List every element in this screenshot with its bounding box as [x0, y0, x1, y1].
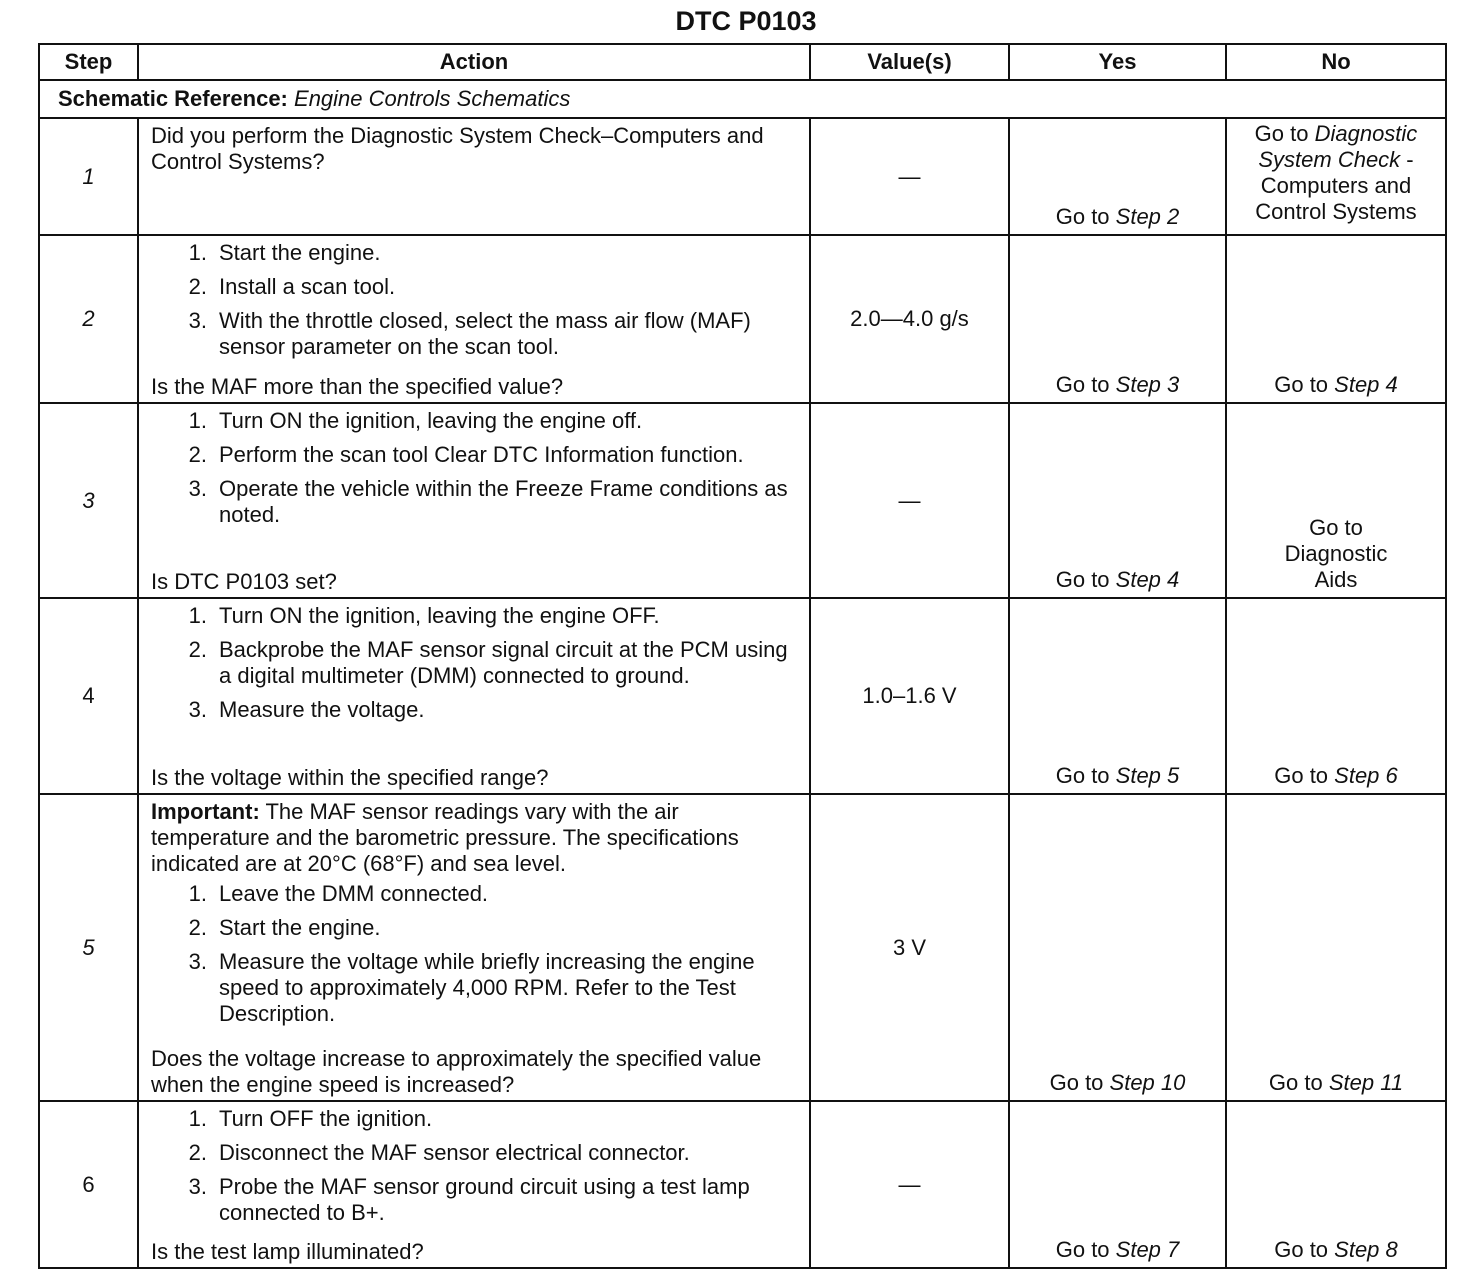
- action-cell: [138, 403, 810, 598]
- goto-step: Step 4: [1115, 567, 1180, 592]
- header-action: Action: [138, 44, 810, 80]
- action-content: [151, 599, 797, 793]
- action-step: [151, 442, 797, 468]
- important-label: Important:: [151, 799, 260, 824]
- step-text: Perform the scan tool Clear DTC Information function.: [219, 442, 744, 467]
- goto-label: Go to: [1049, 1070, 1110, 1095]
- step-text: Measure the voltage while briefly increasing the engine speed to approximately 4,000 RPM. Refer to the Test Description.: [219, 949, 755, 1026]
- goto-label: Go to: [1268, 1070, 1329, 1095]
- step-text: Start the engine.: [219, 240, 381, 265]
- value-cell: 1.0–1.6 V: [810, 598, 1009, 794]
- step-index: 2.: [188, 1140, 207, 1165]
- yes-cell: [1009, 403, 1226, 598]
- important-note: Important: The MAF sensor readings vary with the air temperature and the barometric pressure. The specifications indicated are at 20°C (68°F) and sea level.: [151, 799, 739, 876]
- no-text: Go to Diagnostic Aids: [1284, 515, 1388, 592]
- goto-text: [1056, 763, 1180, 788]
- step-index: 1.: [188, 408, 207, 433]
- goto-text: [1056, 1237, 1180, 1262]
- action-content: [151, 236, 797, 402]
- action-cell: [138, 794, 810, 1101]
- goto-text: [1274, 1237, 1398, 1262]
- action-question: Is the MAF more than the specified value?: [151, 374, 564, 399]
- goto-text: [1274, 372, 1398, 397]
- goto-text: [1056, 372, 1180, 397]
- goto-step: Step 6: [1334, 763, 1398, 788]
- action-question: Is DTC P0103 set?: [151, 569, 337, 594]
- schematic-reference-row: [39, 80, 1446, 118]
- action-cell: [138, 235, 810, 403]
- goto-label: Go to: [1274, 1237, 1335, 1262]
- table-row: [39, 794, 1446, 1101]
- yes-cell: [1009, 235, 1226, 403]
- step-index: 3.: [188, 697, 207, 722]
- value-cell: 3 V: [810, 794, 1009, 1101]
- step-text: Turn OFF the ignition.: [219, 1106, 433, 1131]
- yes-cell: [1009, 118, 1226, 235]
- action-steps: [151, 599, 797, 723]
- goto-label: Go to: [1055, 763, 1116, 788]
- step-text: Operate the vehicle within the Freeze Frame conditions as noted.: [219, 476, 788, 527]
- goto-step: Step 8: [1334, 1237, 1398, 1262]
- goto-label: Go to: [1055, 1237, 1116, 1262]
- action-step: [151, 308, 797, 360]
- action-step: [151, 240, 797, 266]
- step-index: 3.: [188, 476, 207, 501]
- goto-label: Go to: [1055, 204, 1116, 229]
- action-step: [151, 697, 797, 723]
- value-cell: —: [810, 403, 1009, 598]
- no-cell: [1226, 1101, 1446, 1268]
- action-cell: [138, 1101, 810, 1268]
- action-step: [151, 637, 797, 689]
- goto-step: Step 7: [1115, 1237, 1180, 1262]
- action-steps: [151, 236, 797, 360]
- action-step: [151, 603, 797, 629]
- action-step: [151, 1174, 797, 1226]
- step-text: Backprobe the MAF sensor signal circuit at the PCM using a digital multimeter (DMM) connected to ground.: [219, 637, 788, 688]
- goto-text: [1056, 567, 1180, 592]
- goto-step: Step 11: [1328, 1070, 1404, 1095]
- action-steps: [151, 1102, 797, 1226]
- action-question: Does the voltage increase to approximately the specified value when the engine speed is increased?: [151, 1046, 762, 1097]
- step-index: 2.: [188, 915, 207, 940]
- page-title: DTC P0103: [675, 6, 817, 36]
- header-yes: Yes: [1009, 44, 1226, 80]
- step-text: Turn ON the ignition, leaving the engine OFF.: [219, 603, 660, 628]
- step-index: 1.: [188, 1106, 207, 1131]
- step-number: 2: [39, 235, 138, 403]
- action-step: [151, 274, 797, 300]
- goto-step: Step 4: [1334, 372, 1398, 397]
- goto-step: Step 10: [1109, 1070, 1186, 1095]
- no-cell: [1226, 403, 1446, 598]
- step-number: 4: [39, 598, 138, 794]
- goto-label: Go to: [1055, 567, 1116, 592]
- no-cell: [1226, 794, 1446, 1101]
- step-index: 3.: [188, 308, 207, 333]
- step-index: 2.: [188, 442, 207, 467]
- action-step: [151, 1106, 797, 1132]
- action-step: [151, 949, 797, 1027]
- schematic-label: Schematic Reference:: [58, 86, 288, 111]
- yes-cell: [1009, 794, 1226, 1101]
- action-step: [151, 408, 797, 434]
- goto-target: Diagnostic System Check: [1258, 121, 1418, 172]
- header-step: Step: [39, 44, 138, 80]
- header-values: Value(s): [810, 44, 1009, 80]
- step-index: 2.: [188, 274, 207, 299]
- action-step: [151, 1140, 797, 1166]
- action-cell: [138, 118, 810, 235]
- step-text: Turn ON the ignition, leaving the engine off.: [219, 408, 643, 433]
- table-row: [39, 118, 1446, 235]
- action-content: [151, 795, 797, 1100]
- step-index: 1.: [188, 240, 207, 265]
- value-cell: —: [810, 118, 1009, 235]
- step-index: 3.: [188, 1174, 207, 1199]
- goto-step: Step 5: [1115, 763, 1180, 788]
- table-row: [39, 1101, 1446, 1268]
- action-content: [151, 404, 797, 597]
- action-step: [151, 915, 797, 941]
- goto-label: Go to: [1055, 372, 1116, 397]
- table-row: [39, 598, 1446, 794]
- table-row: [39, 235, 1446, 403]
- step-index: 2.: [188, 637, 207, 662]
- goto-text: [1056, 204, 1180, 229]
- step-text: Start the engine.: [219, 915, 381, 940]
- yes-cell: [1009, 1101, 1226, 1268]
- step-index: 3.: [188, 949, 207, 974]
- step-text: Disconnect the MAF sensor electrical connector.: [219, 1140, 690, 1165]
- no-cell: [1226, 235, 1446, 403]
- goto-text: [1050, 1070, 1186, 1095]
- step-number: 3: [39, 403, 138, 598]
- action-question: Is the test lamp illuminated?: [151, 1239, 424, 1264]
- table-row: [39, 403, 1446, 598]
- yes-cell: [1009, 598, 1226, 794]
- step-text: With the throttle closed, select the mass air flow (MAF) sensor parameter on the scan tool.: [219, 308, 751, 359]
- goto-label: Go to: [1274, 763, 1335, 788]
- step-text: Leave the DMM connected.: [219, 881, 489, 906]
- no-cell: [1226, 118, 1446, 235]
- goto-label: Go to: [1254, 121, 1315, 146]
- value-cell: —: [810, 1101, 1009, 1268]
- action-steps: [151, 877, 797, 1027]
- step-text: Probe the MAF sensor ground circuit using a test lamp connected to B+.: [219, 1174, 750, 1225]
- goto-rest: - Computers and Control Systems: [1255, 147, 1417, 224]
- action-content: [151, 1102, 797, 1267]
- step-number: 1: [39, 118, 138, 235]
- goto-step: Step 2: [1115, 204, 1180, 229]
- action-step: [151, 476, 797, 528]
- goto-text: [1274, 763, 1398, 788]
- value-cell: 2.0—4.0 g/s: [810, 235, 1009, 403]
- action-steps: [151, 404, 797, 528]
- action-content: [151, 119, 797, 234]
- goto-text: [1269, 1070, 1403, 1095]
- goto-step: Step 3: [1115, 372, 1180, 397]
- step-index: 1.: [188, 603, 207, 628]
- step-index: 1.: [188, 881, 207, 906]
- diagnostic-table: [38, 43, 1447, 1269]
- no-cell: [1226, 598, 1446, 794]
- action-step: [151, 881, 797, 907]
- step-text: Install a scan tool.: [219, 274, 396, 299]
- action-question: Is the voltage within the specified range?: [151, 765, 549, 790]
- step-text: Measure the voltage.: [219, 697, 425, 722]
- step-number: 6: [39, 1101, 138, 1268]
- schematic-link: Engine Controls Schematics: [294, 86, 571, 111]
- step-number: 5: [39, 794, 138, 1101]
- header-no: No: [1226, 44, 1446, 80]
- goto-label: Go to: [1274, 372, 1335, 397]
- action-cell: [138, 598, 810, 794]
- action-lead: Did you perform the Diagnostic System Check–Computers and Control Systems?: [151, 123, 764, 174]
- header-row: [39, 44, 1446, 80]
